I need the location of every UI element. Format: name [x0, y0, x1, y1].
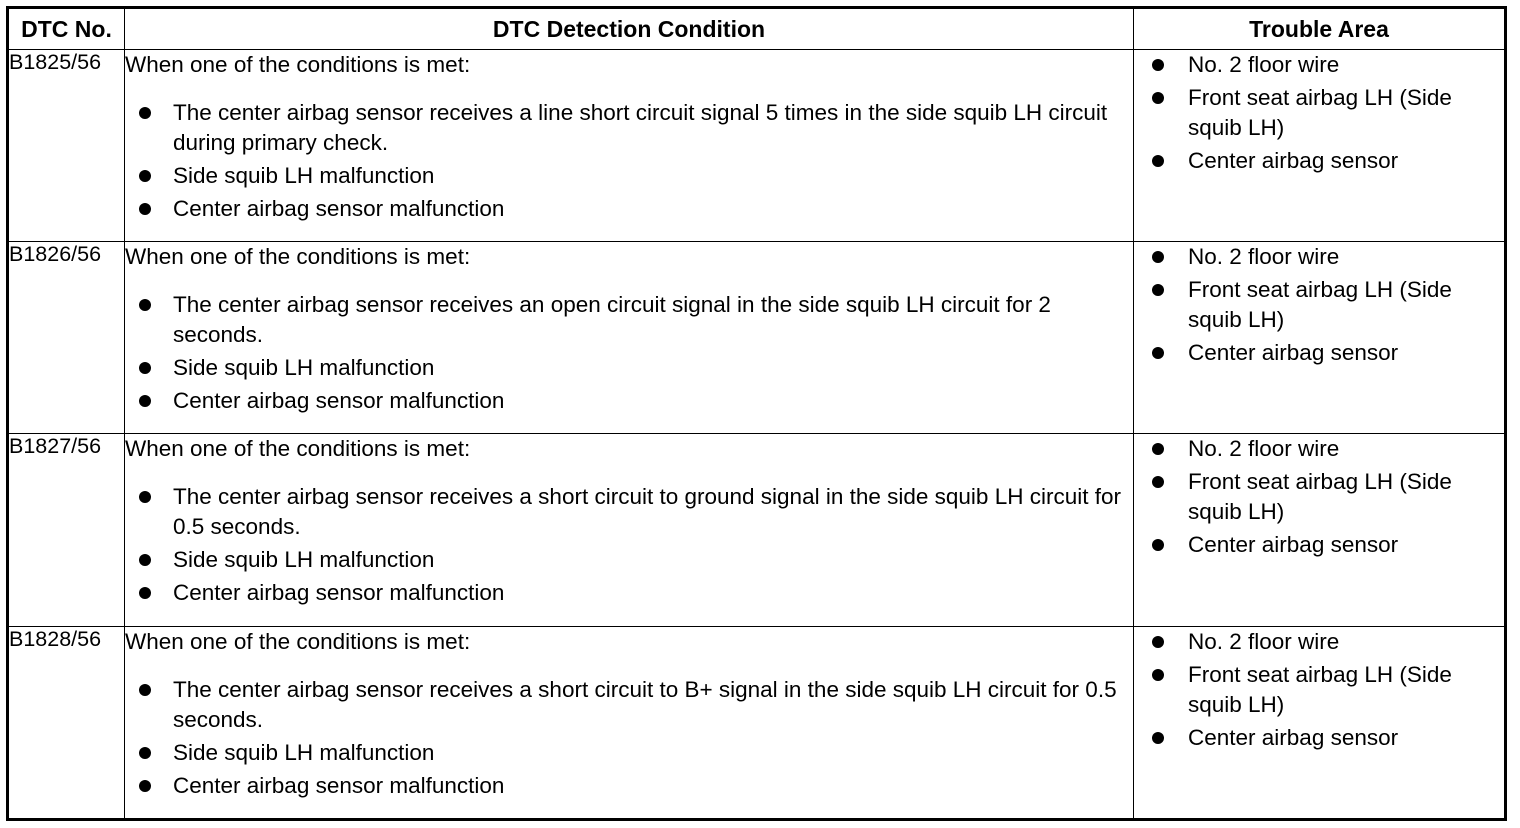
bullet-icon [139, 780, 151, 792]
condition-list [125, 482, 1133, 608]
bullet-icon [1152, 539, 1164, 551]
bullet-icon [139, 107, 151, 119]
trouble-area-cell [1134, 434, 1506, 626]
condition-text: Center airbag sensor malfunction [173, 580, 505, 606]
bullet-icon [1152, 636, 1164, 648]
trouble-area-text: No. 2 floor wire [1188, 436, 1340, 462]
list-item [1134, 723, 1504, 753]
bullet-icon [139, 299, 151, 311]
trouble-area-text: Center airbag sensor [1188, 148, 1399, 173]
condition-intro: When one of the conditions is met: [125, 628, 471, 654]
trouble-area-list [1134, 434, 1504, 560]
list-item [1134, 627, 1504, 657]
list-item [125, 545, 1133, 575]
condition-list [125, 675, 1133, 801]
trouble-area-text: Front seat airbag LH (Side squib LH) [1188, 469, 1452, 525]
bullet-icon [1152, 443, 1164, 455]
dtc-code: B1828/56 [8, 626, 125, 819]
list-item [125, 290, 1133, 350]
list-item [125, 386, 1133, 416]
bullet-icon [1152, 732, 1164, 744]
list-item [125, 161, 1133, 191]
condition-intro: When one of the conditions is met: [125, 52, 471, 77]
bullet-icon [1152, 669, 1164, 681]
list-item [125, 771, 1133, 801]
list-item [125, 738, 1133, 768]
list-item [1134, 530, 1504, 560]
trouble-area-text: Front seat airbag LH (Side squib LH) [1188, 661, 1452, 717]
trouble-area-cell [1134, 242, 1506, 434]
trouble-area-text: Center airbag sensor [1188, 532, 1399, 558]
bullet-icon [139, 203, 151, 215]
dtc-code: B1826/56 [8, 242, 125, 434]
condition-text: The center airbag sensor receives a short circuit to ground signal in the side squib LH circuit for 0.5 seconds. [173, 484, 1121, 540]
bullet-icon [1152, 476, 1164, 488]
bullet-icon [1152, 59, 1164, 71]
condition-text: Center airbag sensor malfunction [173, 388, 505, 414]
list-item [125, 482, 1133, 542]
dtc-code: B1825/56 [8, 50, 125, 242]
condition-list [125, 290, 1133, 416]
trouble-area-list [1134, 50, 1504, 176]
trouble-area-text: Front seat airbag LH (Side squib LH) [1188, 85, 1452, 140]
bullet-icon [139, 362, 151, 374]
condition-intro: When one of the conditions is met: [125, 436, 471, 462]
condition-text: Side squib LH malfunction [173, 163, 435, 188]
trouble-area-list [1134, 242, 1504, 368]
list-item [125, 194, 1133, 224]
table-row [8, 50, 1506, 242]
header-trouble-area: Trouble Area [1134, 8, 1506, 50]
header-row [8, 8, 1506, 50]
dtc-table [6, 6, 1507, 821]
list-item [125, 578, 1133, 608]
trouble-area-list [1134, 627, 1504, 753]
detection-condition-cell [125, 626, 1134, 819]
list-item [1134, 660, 1504, 720]
condition-text: Side squib LH malfunction [173, 355, 435, 381]
list-item [125, 353, 1133, 383]
condition-text: Side squib LH malfunction [173, 547, 435, 573]
list-item [1134, 83, 1504, 143]
condition-text: The center airbag sensor receives a line short circuit signal 5 times in the side squib LH circuit during primary check. [173, 100, 1108, 155]
trouble-area-text: No. 2 floor wire [1188, 52, 1340, 77]
list-item [1134, 467, 1504, 527]
condition-list [125, 98, 1133, 224]
list-item [1134, 338, 1504, 368]
condition-intro: When one of the conditions is met: [125, 244, 471, 270]
table-row [8, 626, 1506, 819]
list-item [1134, 434, 1504, 464]
list-item [1134, 275, 1504, 335]
bullet-icon [1152, 92, 1164, 104]
header-detection-condition: DTC Detection Condition [125, 8, 1134, 50]
bullet-icon [139, 587, 151, 599]
condition-text: Center airbag sensor malfunction [173, 772, 505, 798]
bullet-icon [139, 554, 151, 566]
bullet-icon [139, 491, 151, 503]
list-item [125, 98, 1133, 158]
bullet-icon [139, 747, 151, 759]
condition-text: The center airbag sensor receives a short circuit to B+ signal in the side squib LH circuit for 0.5 seconds. [173, 676, 1117, 732]
table-row [8, 434, 1506, 626]
header-dtc-no: DTC No. [8, 8, 125, 50]
list-item [1134, 242, 1504, 272]
bullet-icon [1152, 284, 1164, 296]
list-item [1134, 50, 1504, 80]
trouble-area-text: No. 2 floor wire [1188, 244, 1340, 270]
bullet-icon [1152, 155, 1164, 167]
trouble-area-text: Center airbag sensor [1188, 724, 1399, 750]
list-item [125, 675, 1133, 735]
detection-condition-cell [125, 50, 1134, 242]
detection-condition-cell [125, 242, 1134, 434]
bullet-icon [139, 684, 151, 696]
detection-condition-cell [125, 434, 1134, 626]
trouble-area-cell [1134, 626, 1506, 819]
bullet-icon [139, 170, 151, 182]
condition-text: The center airbag sensor receives an open circuit signal in the side squib LH circuit for 2 seconds. [173, 292, 1051, 348]
table-row [8, 242, 1506, 434]
trouble-area-cell [1134, 50, 1506, 242]
list-item [1134, 146, 1504, 176]
trouble-area-text: No. 2 floor wire [1188, 628, 1340, 654]
condition-text: Side squib LH malfunction [173, 739, 435, 765]
bullet-icon [139, 395, 151, 407]
trouble-area-text: Front seat airbag LH (Side squib LH) [1188, 277, 1452, 333]
dtc-code: B1827/56 [8, 434, 125, 626]
condition-text: Center airbag sensor malfunction [173, 196, 505, 221]
trouble-area-text: Center airbag sensor [1188, 340, 1399, 366]
bullet-icon [1152, 251, 1164, 263]
bullet-icon [1152, 347, 1164, 359]
